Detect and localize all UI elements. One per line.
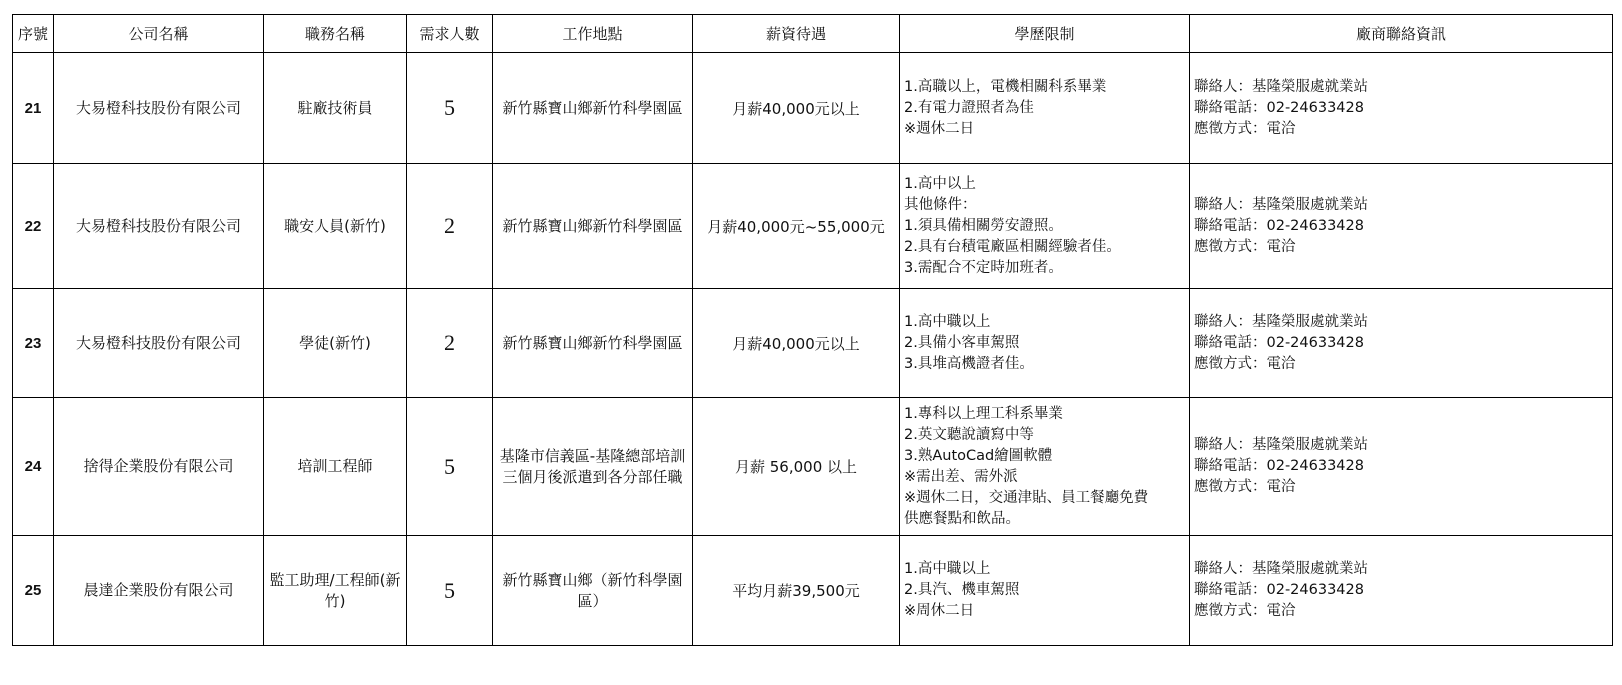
row-education (900, 536, 1190, 646)
table-row (13, 536, 1613, 646)
header-company: 公司名稱 (54, 15, 264, 53)
contact-method: 應徵方式：電洽 (1194, 238, 1296, 255)
header-seq: 序號 (13, 15, 54, 53)
contact-method: 應徵方式：電洽 (1194, 479, 1296, 495)
table-row (13, 398, 1613, 536)
header-count: 需求人數 (407, 15, 493, 53)
row-company: 捨得企業股份有限公司 (54, 398, 264, 536)
contact-phone: 聯絡電話：02-24633428 (1194, 582, 1364, 598)
job-listing-table (12, 14, 1613, 646)
row-contact (1190, 289, 1613, 398)
row-seq: 21 (13, 53, 54, 164)
row-company: 大易橙科技股份有限公司 (54, 53, 264, 164)
education-line: 3.需配合不定時加班者。 (904, 259, 1063, 276)
row-position: 學徒(新竹) (264, 289, 407, 398)
contact-method: 應徵方式：電洽 (1194, 355, 1296, 372)
education-line: 2.英文聽說讀寫中等 (904, 426, 1034, 443)
row-location: 新竹縣寶山鄉新竹科學園區 (493, 289, 693, 398)
education-line: ※週休二日，交通津貼、員工餐廳免費 (904, 489, 1149, 506)
row-education (900, 164, 1190, 289)
row-position: 培訓工程師 (264, 398, 407, 536)
row-contact (1190, 398, 1613, 536)
row-salary: 月薪40,000元以上 (693, 289, 900, 398)
education-line: 3.具堆高機證者佳。 (904, 355, 1034, 372)
row-salary: 月薪 56,000 以上 (693, 398, 900, 536)
header-contact: 廠商聯絡資訊 (1190, 15, 1613, 53)
row-count: 2 (407, 289, 493, 398)
row-contact (1190, 536, 1613, 646)
contact-phone: 聯絡電話：02-24633428 (1194, 334, 1364, 351)
contact-person: 聯絡人：基隆榮服處就業站 (1194, 313, 1368, 330)
contact-phone: 聯絡電話：02-24633428 (1194, 458, 1364, 474)
education-line: ※週休二日 (904, 120, 975, 137)
row-count: 5 (407, 398, 493, 536)
education-line: 1.須具備相關勞安證照。 (904, 217, 1063, 234)
row-position: 職安人員(新竹) (264, 164, 407, 289)
row-count: 5 (407, 536, 493, 646)
header-location: 工作地點 (493, 15, 693, 53)
contact-person: 聯絡人：基隆榮服處就業站 (1194, 437, 1368, 453)
row-seq: 24 (13, 398, 54, 536)
row-contact (1190, 53, 1613, 164)
row-location: 基隆市信義區-基隆總部培訓三個月後派遣到各分部任職 (493, 398, 693, 536)
education-line: 供應餐點和飲品。 (904, 510, 1020, 527)
education-line: 1.高職以上，電機相關科系畢業 (904, 78, 1107, 95)
contact-person: 聯絡人：基隆榮服處就業站 (1194, 196, 1368, 213)
row-position: 駐廠技術員 (264, 53, 407, 164)
education-line: 1.高中以上 (904, 175, 976, 192)
row-position: 監工助理/工程師(新竹) (264, 536, 407, 646)
contact-method: 應徵方式：電洽 (1194, 120, 1296, 137)
row-education (900, 53, 1190, 164)
education-line: 2.具備小客車駕照 (904, 334, 1020, 351)
education-line: ※周休二日 (904, 603, 975, 619)
education-line: ※需出差、需外派 (904, 468, 1018, 485)
row-count: 5 (407, 53, 493, 164)
contact-person: 聯絡人：基隆榮服處就業站 (1194, 78, 1368, 95)
education-line: 3.熟AutoCad繪圖軟體 (904, 447, 1053, 464)
contact-phone: 聯絡電話：02-24633428 (1194, 217, 1364, 234)
row-company: 大易橙科技股份有限公司 (54, 289, 264, 398)
row-seq: 22 (13, 164, 54, 289)
row-count: 2 (407, 164, 493, 289)
header-education: 學歷限制 (900, 15, 1190, 53)
education-line: 2.具汽、機車駕照 (904, 582, 1020, 598)
contact-method: 應徵方式：電洽 (1194, 603, 1296, 619)
table-row (13, 164, 1613, 289)
education-line: 2.有電力證照者為佳 (904, 99, 1034, 116)
education-line: 2.具有台積電廠區相關經驗者佳。 (904, 238, 1121, 255)
row-salary: 月薪40,000元~55,000元 (693, 164, 900, 289)
row-location: 新竹縣寶山鄉新竹科學園區 (493, 53, 693, 164)
table-row (13, 289, 1613, 398)
job-listing-table-wrapper (12, 14, 1613, 646)
header-position: 職務名稱 (264, 15, 407, 53)
row-company: 晨達企業股份有限公司 (54, 536, 264, 646)
education-line: 1.高中職以上 (904, 561, 991, 577)
row-salary: 月薪40,000元以上 (693, 53, 900, 164)
row-education (900, 398, 1190, 536)
row-company: 大易橙科技股份有限公司 (54, 164, 264, 289)
education-line: 其他條件： (904, 196, 977, 213)
row-seq: 23 (13, 289, 54, 398)
row-salary: 平均月薪39,500元 (693, 536, 900, 646)
row-seq: 25 (13, 536, 54, 646)
table-row (13, 53, 1613, 164)
education-line: 1.專科以上理工科系畢業 (904, 405, 1063, 422)
row-contact (1190, 164, 1613, 289)
row-location: 新竹縣寶山鄉（新竹科學園區） (493, 536, 693, 646)
row-education (900, 289, 1190, 398)
contact-person: 聯絡人：基隆榮服處就業站 (1194, 561, 1368, 577)
education-line: 1.高中職以上 (904, 313, 991, 330)
row-location: 新竹縣寶山鄉新竹科學園區 (493, 164, 693, 289)
header-row (13, 15, 1613, 53)
header-salary: 薪資待遇 (693, 15, 900, 53)
contact-phone: 聯絡電話：02-24633428 (1194, 99, 1364, 116)
